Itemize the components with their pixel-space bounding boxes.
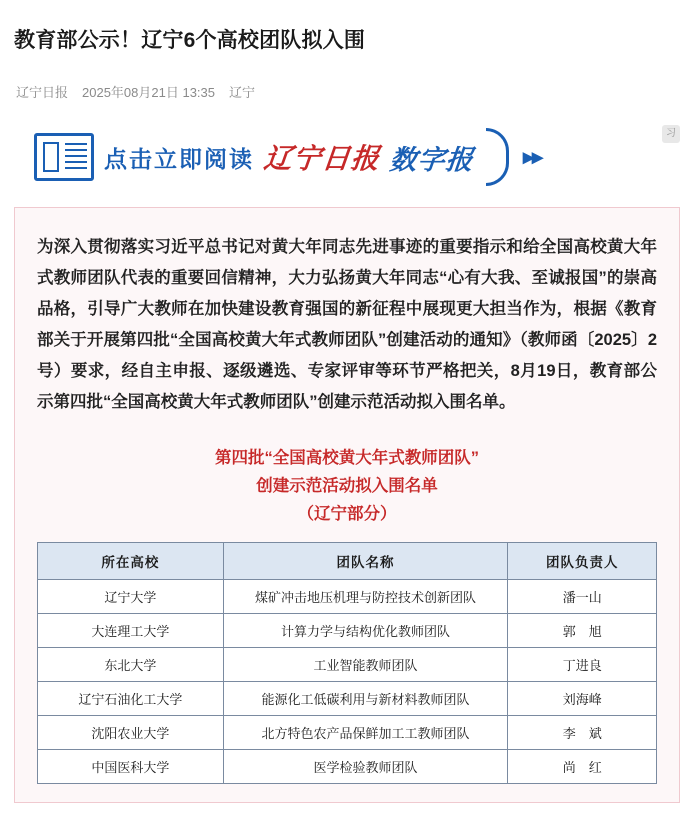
banner-inner[interactable] xyxy=(14,119,680,195)
cell-team-leader: 李 斌 xyxy=(508,716,657,750)
cell-team-name: 医学检验教师团队 xyxy=(223,750,508,784)
cell-university: 东北大学 xyxy=(38,648,224,682)
newspaper-icon xyxy=(34,133,94,181)
list-title xyxy=(37,444,657,528)
table-row xyxy=(38,580,657,614)
corner-badge[interactable]: 习 xyxy=(662,125,680,143)
article-meta xyxy=(0,70,694,101)
page-title: 教育部公示！辽宁6个高校团队拟入围 xyxy=(14,29,366,53)
table-row xyxy=(38,682,657,716)
column-header-team-name: 团队名称 xyxy=(223,543,508,580)
column-header-team-leader: 团队负责人 xyxy=(508,543,657,580)
cell-team-name: 能源化工低碳利用与新材料教师团队 xyxy=(223,682,508,716)
meta-region: 辽宁 xyxy=(229,85,256,101)
cell-university: 沈阳农业大学 xyxy=(38,716,224,750)
meta-datetime: 2025年08月21日 13:35 xyxy=(82,85,215,101)
banner-cta-label: 点击立即阅读 xyxy=(104,146,254,172)
article-page xyxy=(0,14,694,822)
cell-university: 中国医科大学 xyxy=(38,750,224,784)
table-row xyxy=(38,648,657,682)
cell-university: 大连理工大学 xyxy=(38,614,224,648)
list-title-line3: （辽宁部分） xyxy=(297,505,397,524)
banner-digital-label: 数字报 xyxy=(388,144,476,175)
cell-team-leader: 尚 红 xyxy=(508,750,657,784)
body-paragraph: 为深入贯彻落实习近平总书记对黄大年同志先进事迹的重要指示和给全国高校黄大年式教师团队代表的重要回信精神，大力弘扬黄大年同志“心有大我、至诚报国”的崇高品格，引导广大教师在加快建设教育强国的新征程中展现更大担当作为，根据《教育部关于开展第四批“全国高校黄大年式教师团队”创建活动的通知》（教师函〔2025〕2号）要求，经自主申报、逐级遴选、专家评审等环节严格把关，8月19日，教育部公示第四批“全国高校黄大年式教师团队”创建示范活动拟入围名单。 xyxy=(37,238,657,412)
table-row xyxy=(38,716,657,750)
cell-team-leader: 刘海峰 xyxy=(508,682,657,716)
list-title-line2: 创建示范活动拟入围名单 xyxy=(256,477,438,496)
table-row xyxy=(38,750,657,784)
column-header-university: 所在高校 xyxy=(38,543,224,580)
meta-source: 辽宁日报 xyxy=(16,85,69,101)
article-body-card xyxy=(14,207,680,803)
cell-team-name: 北方特色农产品保鲜加工工教师团队 xyxy=(223,716,508,750)
cell-team-name: 工业智能教师团队 xyxy=(223,648,508,682)
digital-paper-banner[interactable] xyxy=(14,119,680,195)
cell-university: 辽宁石油化工大学 xyxy=(38,682,224,716)
cell-team-leader: 丁进良 xyxy=(508,648,657,682)
table-row xyxy=(38,614,657,648)
cell-team-name: 煤矿冲击地压机理与防控技术创新团队 xyxy=(223,580,508,614)
list-title-line1: 第四批“全国高校黄大年式教师团队” xyxy=(215,449,479,468)
team-list-table xyxy=(37,542,657,784)
banner-brand-label: 辽宁日报 xyxy=(262,144,382,176)
double-arrow-icon: ▸▸ xyxy=(523,144,542,170)
table-header-row xyxy=(38,543,657,580)
banner-arc-decoration xyxy=(486,128,509,186)
cell-team-name: 计算力学与结构优化教师团队 xyxy=(223,614,508,648)
cell-team-leader: 潘一山 xyxy=(508,580,657,614)
cell-team-leader: 郭 旭 xyxy=(508,614,657,648)
cell-university: 辽宁大学 xyxy=(38,580,224,614)
